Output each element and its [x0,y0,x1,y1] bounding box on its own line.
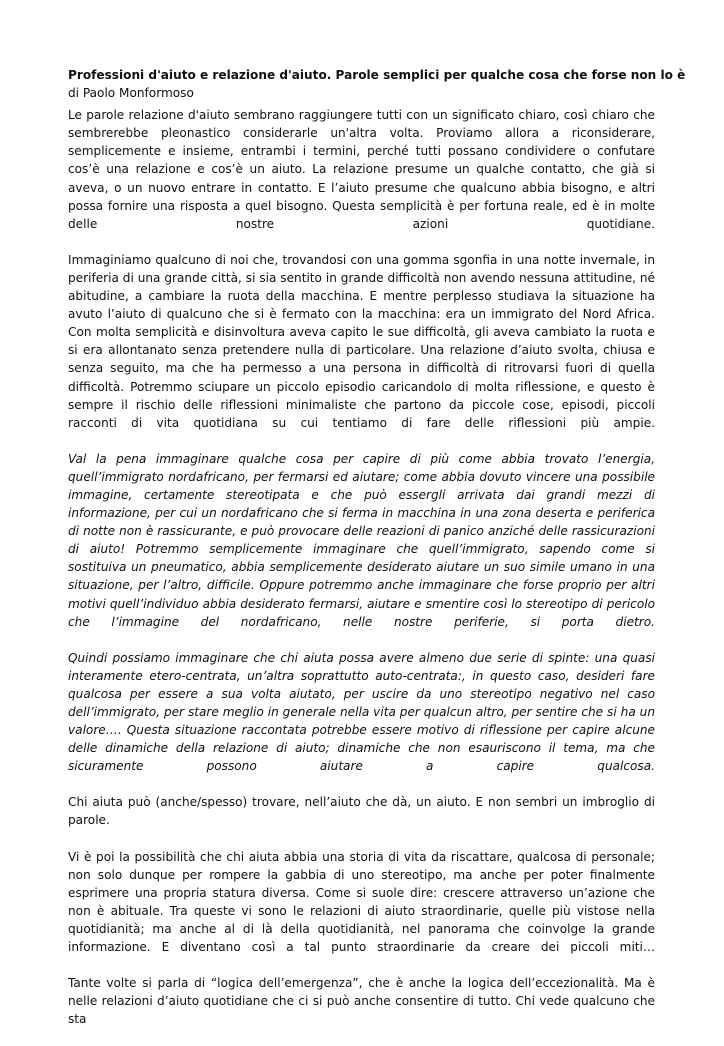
paragraph: Val la pena immaginare qualche cosa per capire di più come abbia trovato l’energia, quell’immigrato nordafricano, per fermarsi ed aiutare; come abbia dovuto vincere una possibile immagine, certamente stereotipata e che può essergli arrivata dai grandi mezzi di informazione, per cui un nordafricano che si ferma in macchina in una zona deserta e periferica di notte non è rassicurante, e può provocare delle reazioni di panico anziché delle rassicurazioni di aiuto! Potremmo semplicemente immaginare che quell’immigrato, sapendo come si sostituiva un pneumatico, abbia semplicemente desiderato aiutare un suo simile umano in una situazione, per l’altro, difficile. Oppure potremmo anche immaginare che forse proprio per altri motivi quell’individuo abbia desiderato fermarsi, aiutare e smentire così lo stereotipo di pericolo che l’immagine del nordafricano, nelle nostre periferie, si porta dietro. [68,451,655,629]
paragraph: Quindi possiamo immaginare che chi aiuta possa avere almeno due serie di spinte: una quasi interamente etero-centrata, un’altra soprattutto auto-centrata:, in questo caso, desideri fare qualcosa per essere a sua volta aiutato, per uscire da uno stereotipo negativo nel caso dell’immigrato, per stare meglio in generale nella vita per qualcun altro, per sentire che si ha un valore…. Questa situazione raccontata potrebbe essere motivo di riflessione per capire alcune delle dinamiche della relazione di aiuto; dinamiche che non esauriscono il tema, ma che sicuramente possono aiutare a capire qualcosa. [68,650,655,774]
paragraph: Vi è poi la possibilità che chi aiuta abbia una storia di vita da riscattare, qualcosa di personale; non solo dunque per rompere la gabbia di uno stereotipo, ma anche per poter finalmente esprimere una propria statura diversa. Come si suole dire: crescere attraverso un’azione che non è abituale. Tra queste vi sono le relazioni di aiuto straordinarie, quelle più vistose nella quotidianità; ma anche al di là della quotidianità, nel panorama che coinvolge la grande informazione. E diventano così a tal punto straordinarie da creare dei piccoli miti… [68,849,655,955]
document-title: Professioni d'aiuto e relazione d'aiuto. Parole semplici per qualche cosa che forse non lo è [68,68,686,82]
document-author: di Paolo Monformoso [68,86,194,101]
paragraph: Chi aiuta può (anche/spesso) trovare, nell’aiuto che dà, un aiuto. E non sembri un imbroglio di parole. [68,795,655,828]
paragraph: Immaginiamo qualcuno di noi che, trovandosi con una gomma sgonfia in una notte invernale, in periferia di una grande città, si sia sentito in grande difficoltà non avendo nessuna attitudine, né abitudine, a cambiare la ruota della macchina. E mentre perplesso studiava la situazione ha avuto l’aiuto di qualcuno che si è fermato con la macchina: era un immigrato del Nord Africa. Con molta semplicità e disinvoltura aveva capito le sue difficoltà, gli aveva cambiato la ruota e si era allontanato senza pretendere nulla di particolare. Una relazione d’aiuto svolta, chiusa e senza seguito, ma che ha permesso a una persona in difficoltà di ritrovarsi fuori di quella difficoltà. Potremmo sciupare un piccolo episodio caricandolo di molta riflessione, e questo è sempre il rischio delle riflessioni minimaliste che partono da piccole cose, episodi, piccoli racconti di vita quotidiana su cui tentiamo di fare delle riflessioni più ampie. [68,252,655,430]
document-page [68,66,686,1046]
paragraph: Tante volte si parla di “logica dell’emergenza”, che è anche la logica dell’eccezionalità. Ma è nelle relazioni d’aiuto quotidiane che ci si può anche consentire di tutto. Chi vede qualcuno che sta [68,976,655,1027]
paragraph: Le parole relazione d'aiuto sembrano raggiungere tutti con un significato chiaro, così chiaro che sembrerebbe pleonastico considerarle un'altra volta. Proviamo allora a riconsiderare, semplicemente e insieme, entrambi i termini, perché tutti possano condividere o confutare cos’è una relazione e cos’è un aiuto. La relazione presume un qualche contatto, che già si aveva, o un nuovo entrare in contatto. E l’aiuto presume che qualcuno abbia bisogno, e altri possa fornire una risposta a quel bisogno. Questa semplicità è per fortuna reale, ed è in molte delle nostre azioni quotidiane. [68,108,655,231]
